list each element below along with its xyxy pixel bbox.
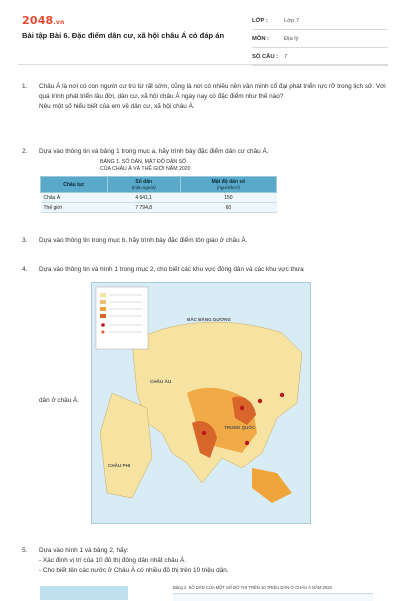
meta-key: MÔN : (252, 35, 270, 42)
question-text: Dựa vào thông tin trong mục b, hãy trình bày đặc điểm tôn giáo ở châu Á. (39, 237, 248, 244)
meta-value: 7 (284, 53, 288, 60)
table-header-cell: Châu lục (41, 177, 108, 193)
map-label-europe: CHÂU ÂU (150, 379, 172, 384)
table-cell: 4 641,1 (107, 193, 180, 203)
question-text: Châu Á là nơi có con người cư trú từ rất sớm, cũng là nơi có nhiều nền văn minh cổ đại phát triển rực rỡ trong lịch sử. Với quá trình phát triển lâu đời, dân cư, xã hội châu Á ngày nay có đặc điểm như thế nào? (39, 83, 386, 100)
table-2-caption: Bảng 2. SỐ DÂN CỦA MỘT SỐ ĐÔ THỊ TRÊN 10 TRIỆU DÂN Ở CHÂU Á NĂM 2020 (173, 585, 332, 590)
question-text: Dựa vào thông tin và hình 1 trong mục 2, cho biết các khu vực đông dân và các khu vực thưa (39, 266, 304, 273)
logo-suffix: .vn (53, 19, 65, 26)
question-text-2: Nêu một số hiểu biết của em về dân cư, xã hội châu Á. (39, 103, 195, 110)
city-marker (258, 399, 262, 403)
question-bullet: - Cho biết tên các nước ở Châu Á có nhiều đô thị trên 10 triệu dân. (39, 567, 229, 574)
legend-swatch (102, 331, 105, 334)
table-header-cell: Mật độ dân số (người/km²) (180, 177, 276, 193)
meta-row-class (252, 12, 388, 30)
map-label-ocean: BẮC BĂNG DƯƠNG (187, 317, 231, 322)
page-title: Bài tập Bài 6. Đặc điểm dân cư, xã hội châu Á có đáp án (22, 31, 225, 40)
table-cell: 7 794,8 (107, 203, 180, 213)
question-4-continuation: dân ở châu Á. (39, 397, 80, 404)
table-row (41, 203, 277, 213)
table-cell: 150 (180, 193, 276, 203)
population-table (40, 176, 277, 213)
question-number: 5. (22, 547, 28, 554)
table-header-cell: Số dân (triệu người) (107, 177, 180, 193)
legend-swatch (101, 323, 105, 327)
site-logo[interactable] (22, 14, 64, 27)
question-bullet: - Xác định vị trí của 10 đô thị đông dân nhất châu Á. (39, 557, 187, 564)
table-cell: Thế giới (41, 203, 108, 213)
question-number: 3. (22, 237, 28, 244)
table-cell: Châu Á (41, 193, 108, 203)
city-marker (240, 406, 244, 410)
question-text: Dựa vào hình 1 và bảng 2, hãy: (39, 547, 129, 554)
map-label-africa: CHÂU PHI (108, 463, 131, 468)
table-caption-line2: CỦA CHÂU Á VÀ THẾ GIỚI NĂM 2020 (100, 165, 191, 172)
question-body (39, 546, 389, 576)
meta-row-subject (252, 30, 388, 48)
table-caption (100, 159, 191, 172)
city-marker (280, 393, 284, 397)
question-body (39, 82, 389, 112)
logo-text: 2048 (22, 14, 54, 27)
city-marker (245, 441, 249, 445)
meta-value: Địa lý (284, 35, 299, 42)
figure-thumbnail (40, 586, 128, 600)
question-number: 2. (22, 148, 28, 155)
legend-swatch (100, 307, 106, 311)
question-number: 1. (22, 83, 28, 90)
southeast-asia-islands (252, 468, 292, 503)
map-label-china: TRUNG QUỐC (224, 425, 256, 430)
city-marker (202, 431, 206, 435)
asia-population-map (91, 282, 311, 524)
africa-landmass (100, 393, 152, 498)
table-row (41, 193, 277, 203)
meta-key: SỐ CÂU : (252, 53, 279, 60)
header-divider (18, 64, 388, 65)
meta-value: Lớp 7 (284, 17, 300, 24)
legend-swatch (100, 300, 106, 304)
table-cell: 60 (180, 203, 276, 213)
table-header-row (41, 177, 277, 193)
table-caption-line1: BẢNG 1. SỐ DÂN, MẬT ĐỘ DÂN SỐ (100, 159, 187, 165)
legend-swatch (100, 314, 106, 318)
meta-panel (252, 12, 388, 66)
meta-key: LỚP : (252, 17, 268, 24)
legend-swatch (100, 293, 106, 297)
question-text: Dựa vào thông tin và bảng 1 trong mục a, hãy trình bày đặc điểm dân cư châu Á. (39, 148, 269, 155)
question-number: 4. (22, 266, 28, 273)
